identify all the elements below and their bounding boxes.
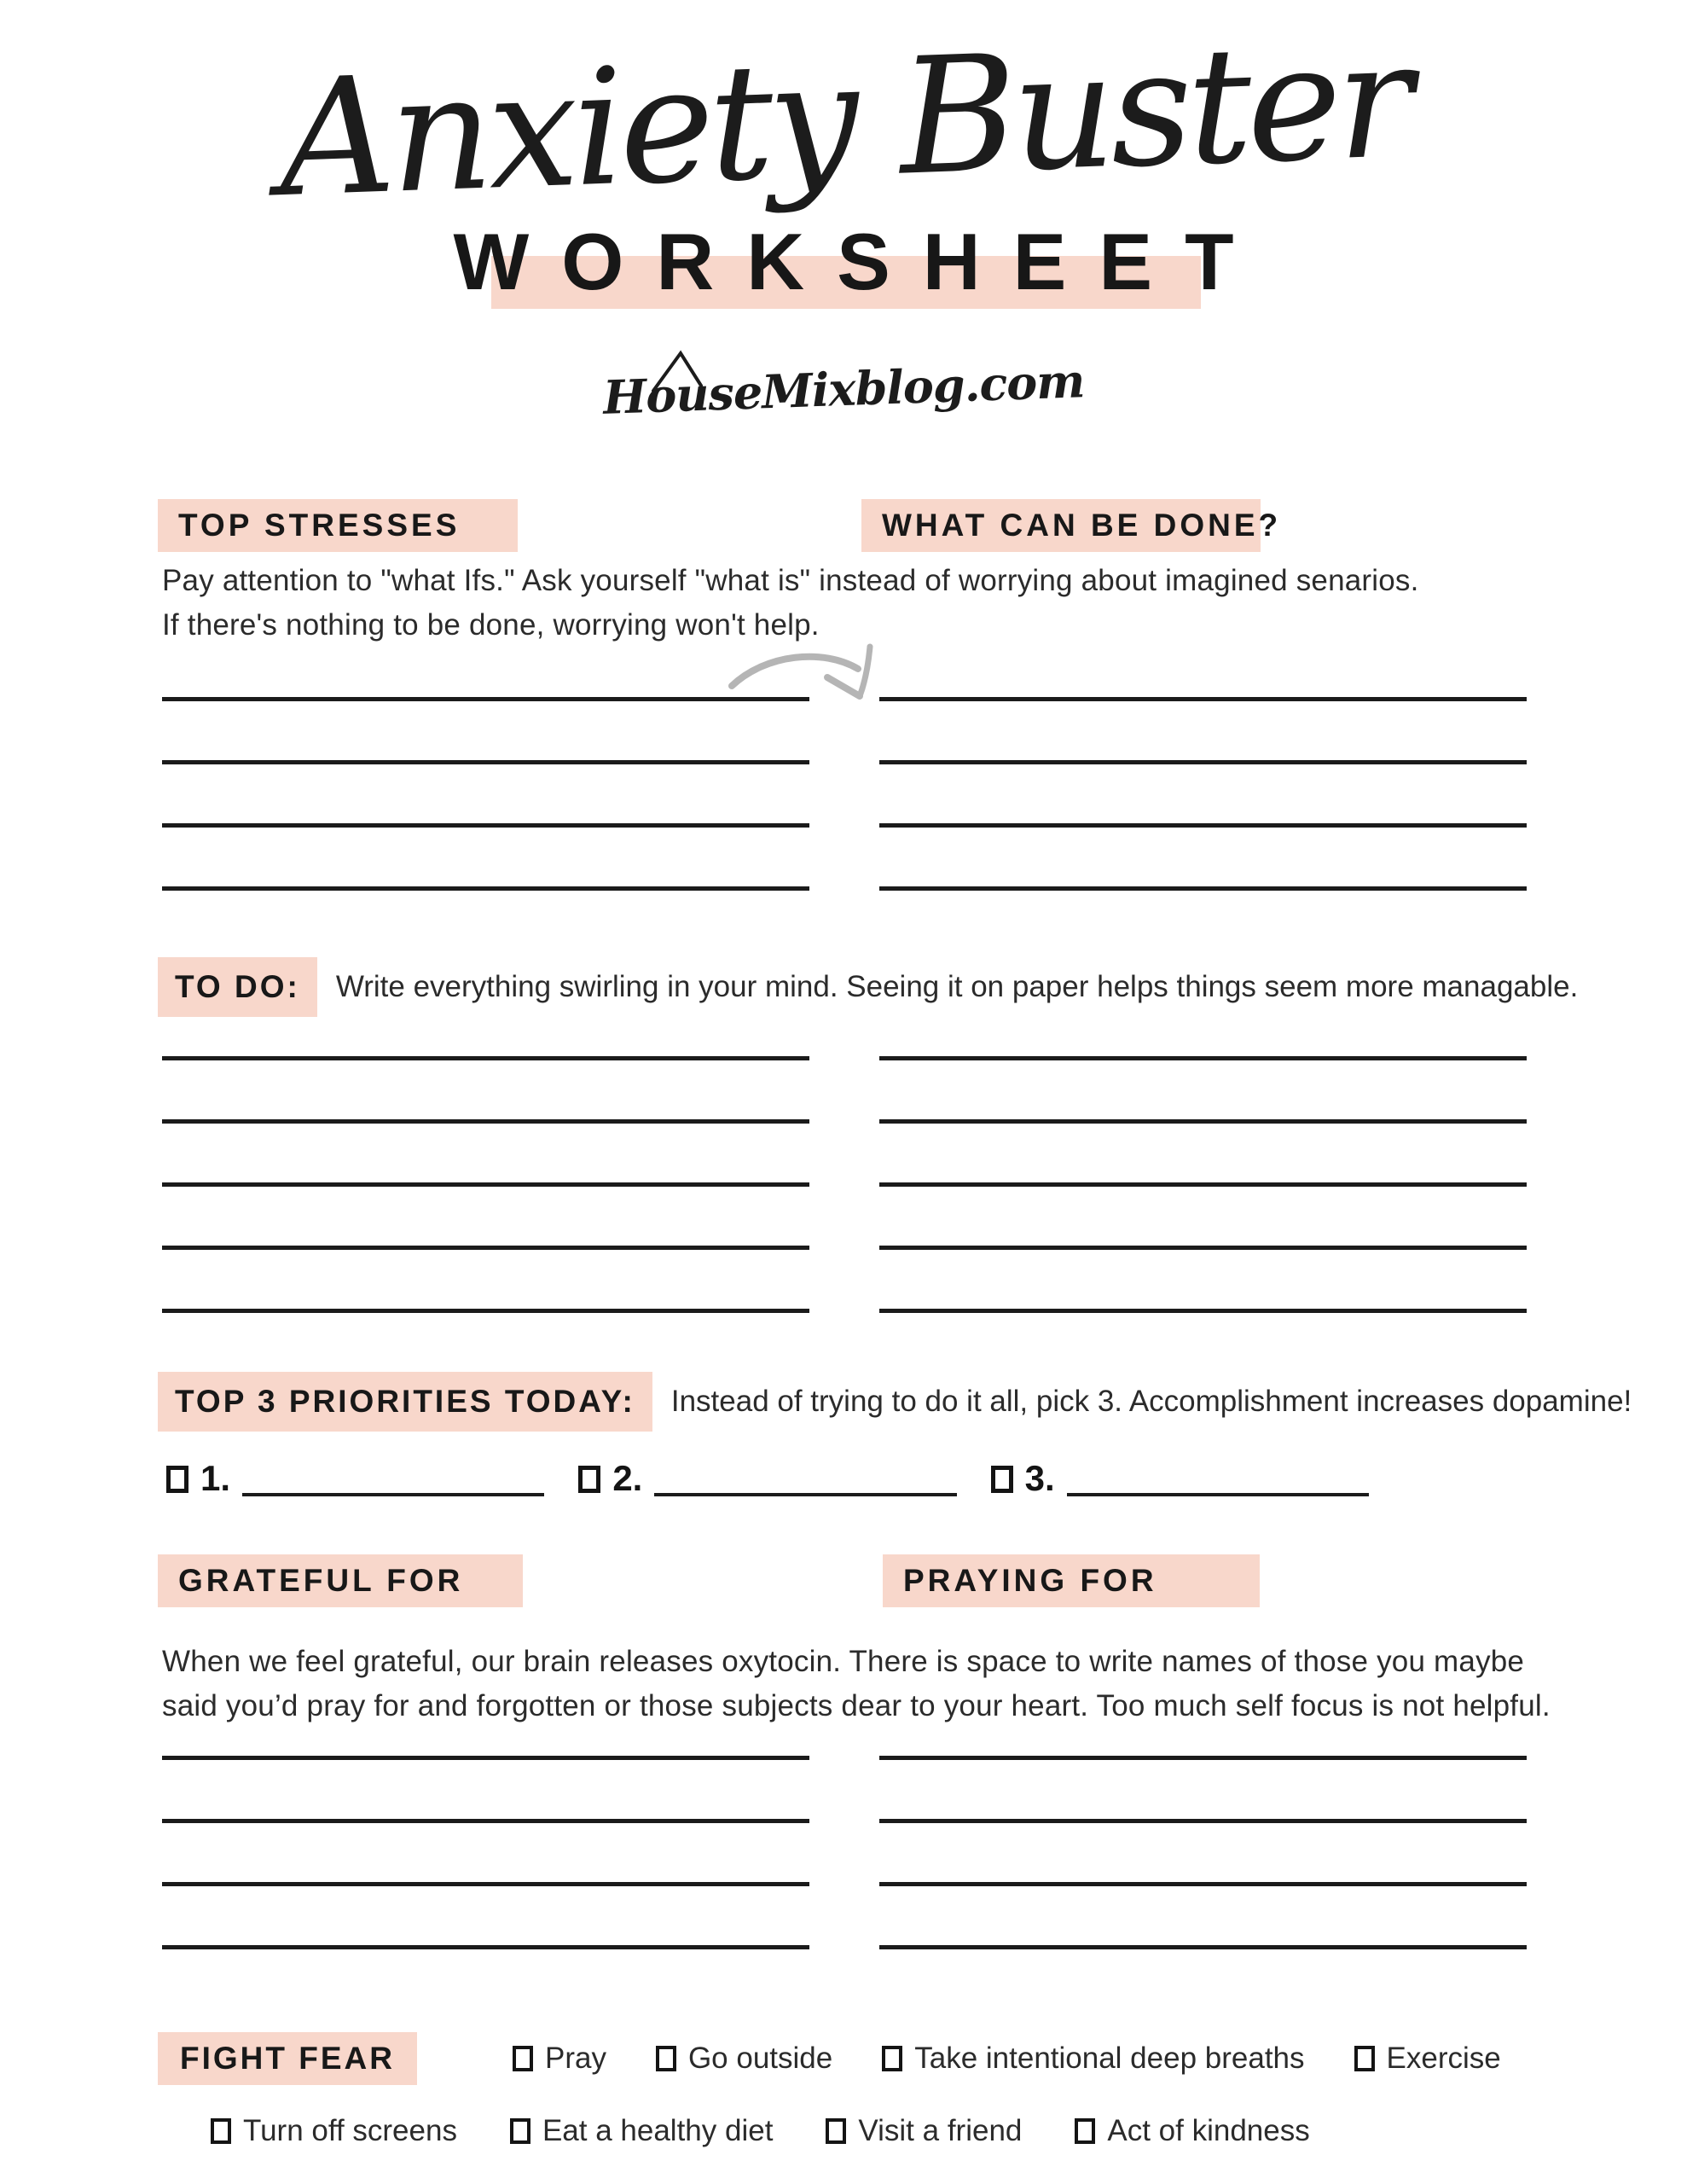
fight-fear-option	[1354, 2042, 1501, 2076]
fight-fear-option	[1075, 2114, 1309, 2148]
write-line[interactable]	[879, 997, 1527, 1060]
grateful-intro-line1: When we feel grateful, our brain releases oxytocin. There is space to write names of those you maybe	[162, 1645, 1525, 1678]
todo-write-lines	[162, 997, 1527, 1313]
priority-item-2	[578, 1458, 956, 1498]
write-line[interactable]	[879, 1886, 1527, 1949]
checkbox-icon[interactable]	[991, 1466, 1013, 1493]
write-line[interactable]	[879, 1060, 1527, 1124]
write-line[interactable]	[162, 1250, 809, 1313]
line-row	[162, 997, 1527, 1060]
section-header-what-can-be-done: WHAT CAN BE DONE?	[861, 499, 1261, 552]
write-line[interactable]	[162, 701, 809, 764]
line-row	[162, 1187, 1527, 1250]
option-label: Go outside	[687, 2042, 833, 2075]
fight-fear-option	[656, 2042, 832, 2076]
write-line[interactable]	[162, 1697, 809, 1760]
stresses-intro-line2: If there's nothing to be done, worrying won't help.	[162, 608, 820, 642]
checkbox-icon[interactable]	[211, 2118, 231, 2144]
site-logo	[0, 353, 1687, 425]
checkbox-icon[interactable]	[1354, 2046, 1375, 2071]
worksheet-title-block	[0, 215, 1687, 317]
option-label: Visit a friend	[858, 2114, 1023, 2147]
write-line[interactable]	[162, 1187, 809, 1250]
section-header-todo: TO DO:	[158, 957, 317, 1017]
section-header-praying-for: PRAYING FOR	[883, 1554, 1260, 1607]
line-row	[162, 1124, 1527, 1187]
write-line[interactable]	[162, 764, 809, 828]
priority-item-1	[166, 1458, 544, 1498]
option-label: Turn off screens	[243, 2114, 457, 2147]
priorities-intro: Instead of trying to do it all, pick 3. Accomplishment increases dopamine!	[670, 1385, 1632, 1418]
grateful-write-lines	[162, 1697, 1527, 1949]
priority-number: 1.	[200, 1458, 231, 1498]
write-line[interactable]	[879, 638, 1527, 701]
fight-fear-option	[826, 2114, 1022, 2148]
stresses-intro-line1: Pay attention to "what Ifs." Ask yourself "what is" instead of worrying about imagined senarios.	[162, 564, 1419, 597]
fight-fear-options-row1	[513, 2042, 1501, 2076]
option-label: Take intentional deep breaths	[914, 2042, 1305, 2075]
checkbox-icon[interactable]	[510, 2118, 530, 2144]
write-line[interactable]	[879, 1760, 1527, 1823]
option-label: Pray	[544, 2042, 606, 2075]
section-header-grateful-for: GRATEFUL FOR	[158, 1554, 523, 1607]
stresses-write-lines	[162, 638, 1527, 891]
line-row	[162, 701, 1527, 764]
line-row	[162, 1250, 1527, 1313]
priority-number: 3.	[1024, 1458, 1055, 1498]
write-line[interactable]	[879, 764, 1527, 828]
option-label: Exercise	[1386, 2042, 1501, 2075]
checkbox-icon[interactable]	[826, 2118, 846, 2144]
priorities-header-row	[158, 1372, 1632, 1432]
write-line[interactable]	[162, 1823, 809, 1886]
write-line[interactable]	[162, 1886, 809, 1949]
checkbox-icon[interactable]	[1075, 2118, 1095, 2144]
checkbox-icon[interactable]	[656, 2046, 676, 2071]
section-header-priorities: TOP 3 PRIORITIES TODAY:	[158, 1372, 652, 1432]
priority-item-3	[991, 1458, 1369, 1498]
fight-fear-options-row2	[211, 2114, 1559, 2148]
line-row	[162, 828, 1527, 891]
line-row	[162, 764, 1527, 828]
section-header-fight-fear: FIGHT FEAR	[158, 2032, 417, 2085]
priorities-items	[166, 1458, 1369, 1498]
section-header-top-stresses: TOP STRESSES	[158, 499, 518, 552]
write-line[interactable]	[879, 1697, 1527, 1760]
write-line[interactable]	[162, 1124, 809, 1187]
option-label: Act of kindness	[1107, 2114, 1310, 2147]
grateful-intro-line2: said you’d pray for and forgotten or those subjects dear to your heart. Too much self focus is not helpful.	[162, 1689, 1551, 1722]
checkbox-icon[interactable]	[166, 1466, 188, 1493]
write-line[interactable]	[879, 1823, 1527, 1886]
fight-fear-option	[882, 2042, 1304, 2076]
write-line[interactable]	[162, 997, 809, 1060]
line-row	[162, 1697, 1527, 1760]
write-line[interactable]	[242, 1466, 544, 1496]
checkbox-icon[interactable]	[578, 1466, 600, 1493]
write-line[interactable]	[162, 1760, 809, 1823]
fight-fear-section	[158, 2032, 1559, 2148]
write-line[interactable]	[162, 638, 809, 701]
option-label: Eat a healthy diet	[542, 2114, 774, 2147]
fight-fear-option	[211, 2114, 457, 2148]
site-url: HouseMixblog.com	[601, 353, 1086, 425]
checkbox-icon[interactable]	[513, 2046, 533, 2071]
fight-fear-row1	[158, 2032, 1559, 2085]
write-line[interactable]	[879, 701, 1527, 764]
write-line[interactable]	[879, 828, 1527, 891]
write-line[interactable]	[1067, 1466, 1369, 1496]
line-row	[162, 1760, 1527, 1823]
write-line[interactable]	[879, 1124, 1527, 1187]
write-line[interactable]	[162, 1060, 809, 1124]
priority-number: 2.	[612, 1458, 643, 1498]
checkbox-icon[interactable]	[882, 2046, 902, 2071]
write-line[interactable]	[879, 1250, 1527, 1313]
fight-fear-option	[513, 2042, 606, 2076]
write-line[interactable]	[879, 1187, 1527, 1250]
page-title: WORKSHEET	[453, 217, 1267, 306]
page-title-script: Anxiety Buster	[275, 6, 1412, 234]
line-row	[162, 638, 1527, 701]
line-row	[162, 1886, 1527, 1949]
line-row	[162, 1060, 1527, 1124]
todo-intro: Write everything swirling in your mind. Seeing it on paper helps things seem more managable.	[335, 970, 1579, 1003]
fight-fear-option	[510, 2114, 773, 2148]
write-line[interactable]	[654, 1466, 956, 1496]
line-row	[162, 1823, 1527, 1886]
write-line[interactable]	[162, 828, 809, 891]
stresses-intro	[162, 559, 1559, 648]
